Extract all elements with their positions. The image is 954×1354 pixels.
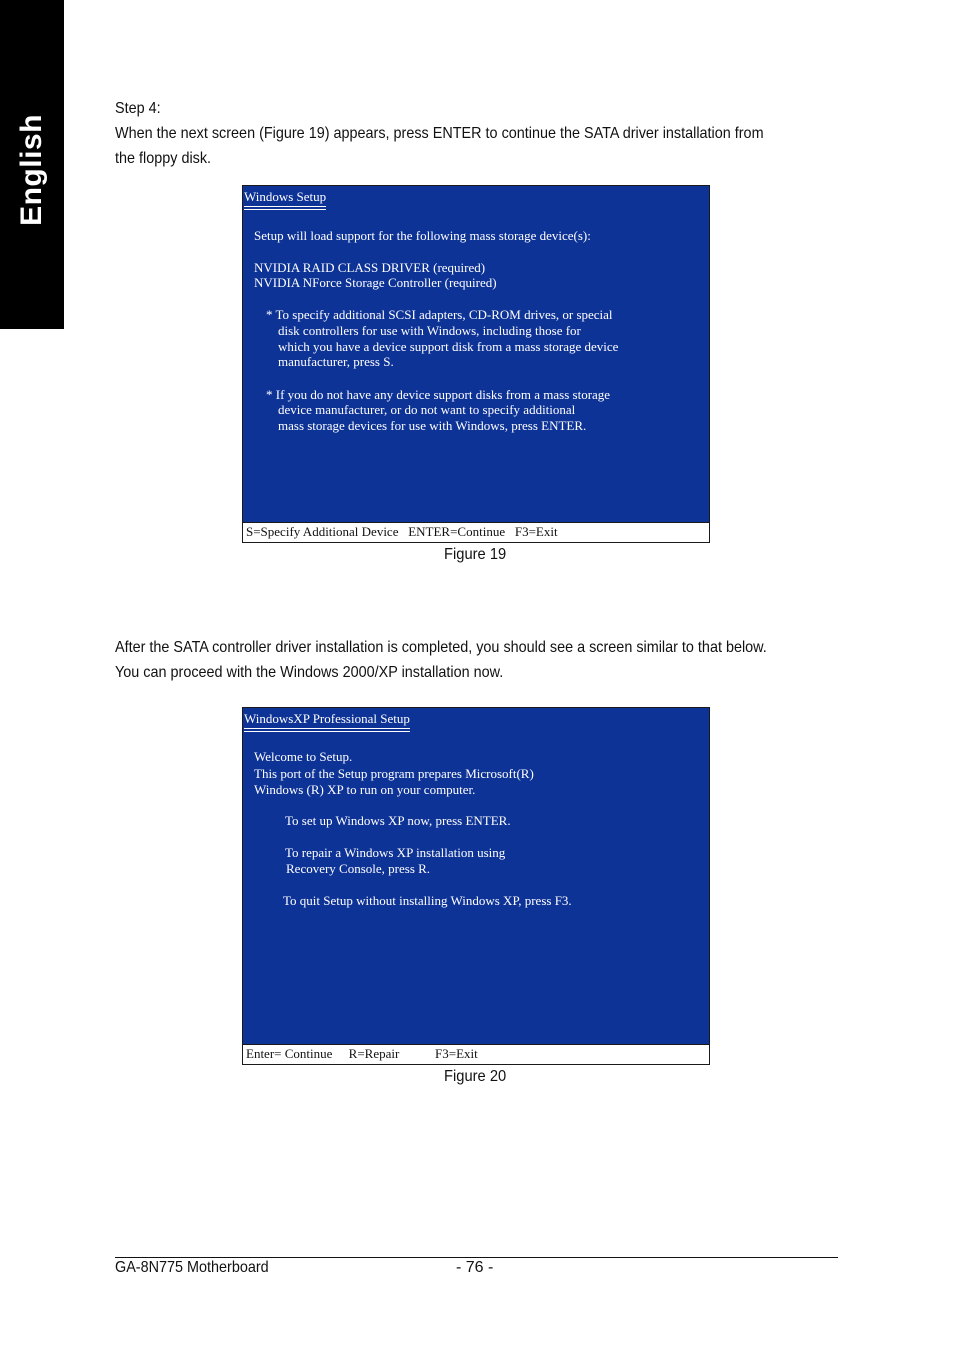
- figure20-key-bar: Enter= Continue R=Repair F3=Exit: [243, 1044, 709, 1064]
- footer-rule: [115, 1257, 838, 1258]
- figure20-line: To quit Setup without installing Windows XP, press F3.: [283, 893, 572, 908]
- figure19-line: NVIDIA RAID CLASS DRIVER (required): [254, 260, 486, 275]
- figure20-line: To set up Windows XP now, press ENTER.: [285, 813, 511, 828]
- figure19-caption: Figure 19: [444, 546, 507, 563]
- step4-paragraph: [115, 96, 845, 171]
- figure20-caption: Figure 20: [444, 1068, 507, 1085]
- after-install-paragraph: [115, 635, 845, 685]
- after-line-2: You can proceed with the Windows 2000/XP installation now.: [115, 664, 504, 681]
- figure19-line: disk controllers for use with Windows, including those for: [278, 323, 581, 338]
- step4-line-2: the floppy disk.: [115, 150, 212, 167]
- figure20-line: Welcome to Setup.: [254, 749, 353, 764]
- figure20-line: Recovery Console, press R.: [286, 861, 431, 876]
- figure19-key-bar: S=Specify Additional Device ENTER=Continue F3=Exit: [243, 522, 709, 542]
- language-label: English: [15, 114, 48, 226]
- figure20-setup-screen: [242, 707, 710, 1065]
- footer-product-name: GA-8N775 Motherboard: [115, 1259, 269, 1276]
- after-line-1: After the SATA controller driver installation is completed, you should see a screen similar to that below.: [115, 639, 767, 656]
- step4-heading: Step 4:: [115, 100, 161, 117]
- footer-page-number: - 76 -: [456, 1259, 494, 1276]
- figure20-line: This port of the Setup program prepares Microsoft(R): [254, 766, 534, 781]
- figure19-title: Windows Setup: [244, 189, 326, 207]
- figure19-line: manufacturer, press S.: [278, 354, 394, 369]
- figure20-line: Windows (R) XP to run on your computer.: [254, 782, 476, 797]
- step4-line-1: When the next screen (Figure 19) appears, press ENTER to continue the SATA driver installation from: [115, 125, 764, 142]
- figure19-line: NVIDIA NForce Storage Controller (required): [254, 275, 497, 290]
- figure19-line: * To specify additional SCSI adapters, CD-ROM drives, or special: [266, 307, 613, 322]
- figure19-line: mass storage devices for use with Windows, press ENTER.: [278, 418, 587, 433]
- figure19-setup-screen: [242, 185, 710, 543]
- figure19-line: Setup will load support for the following mass storage device(s):: [254, 228, 591, 243]
- language-side-tab: [0, 0, 64, 329]
- figure20-line: To repair a Windows XP installation using: [285, 845, 506, 860]
- figure19-line: which you have a device support disk from a mass storage device: [278, 339, 619, 354]
- figure20-title: WindowsXP Professional Setup: [244, 711, 410, 729]
- figure19-line: * If you do not have any device support disks from a mass storage: [266, 387, 611, 402]
- figure19-line: device manufacturer, or do not want to specify additional: [278, 402, 576, 417]
